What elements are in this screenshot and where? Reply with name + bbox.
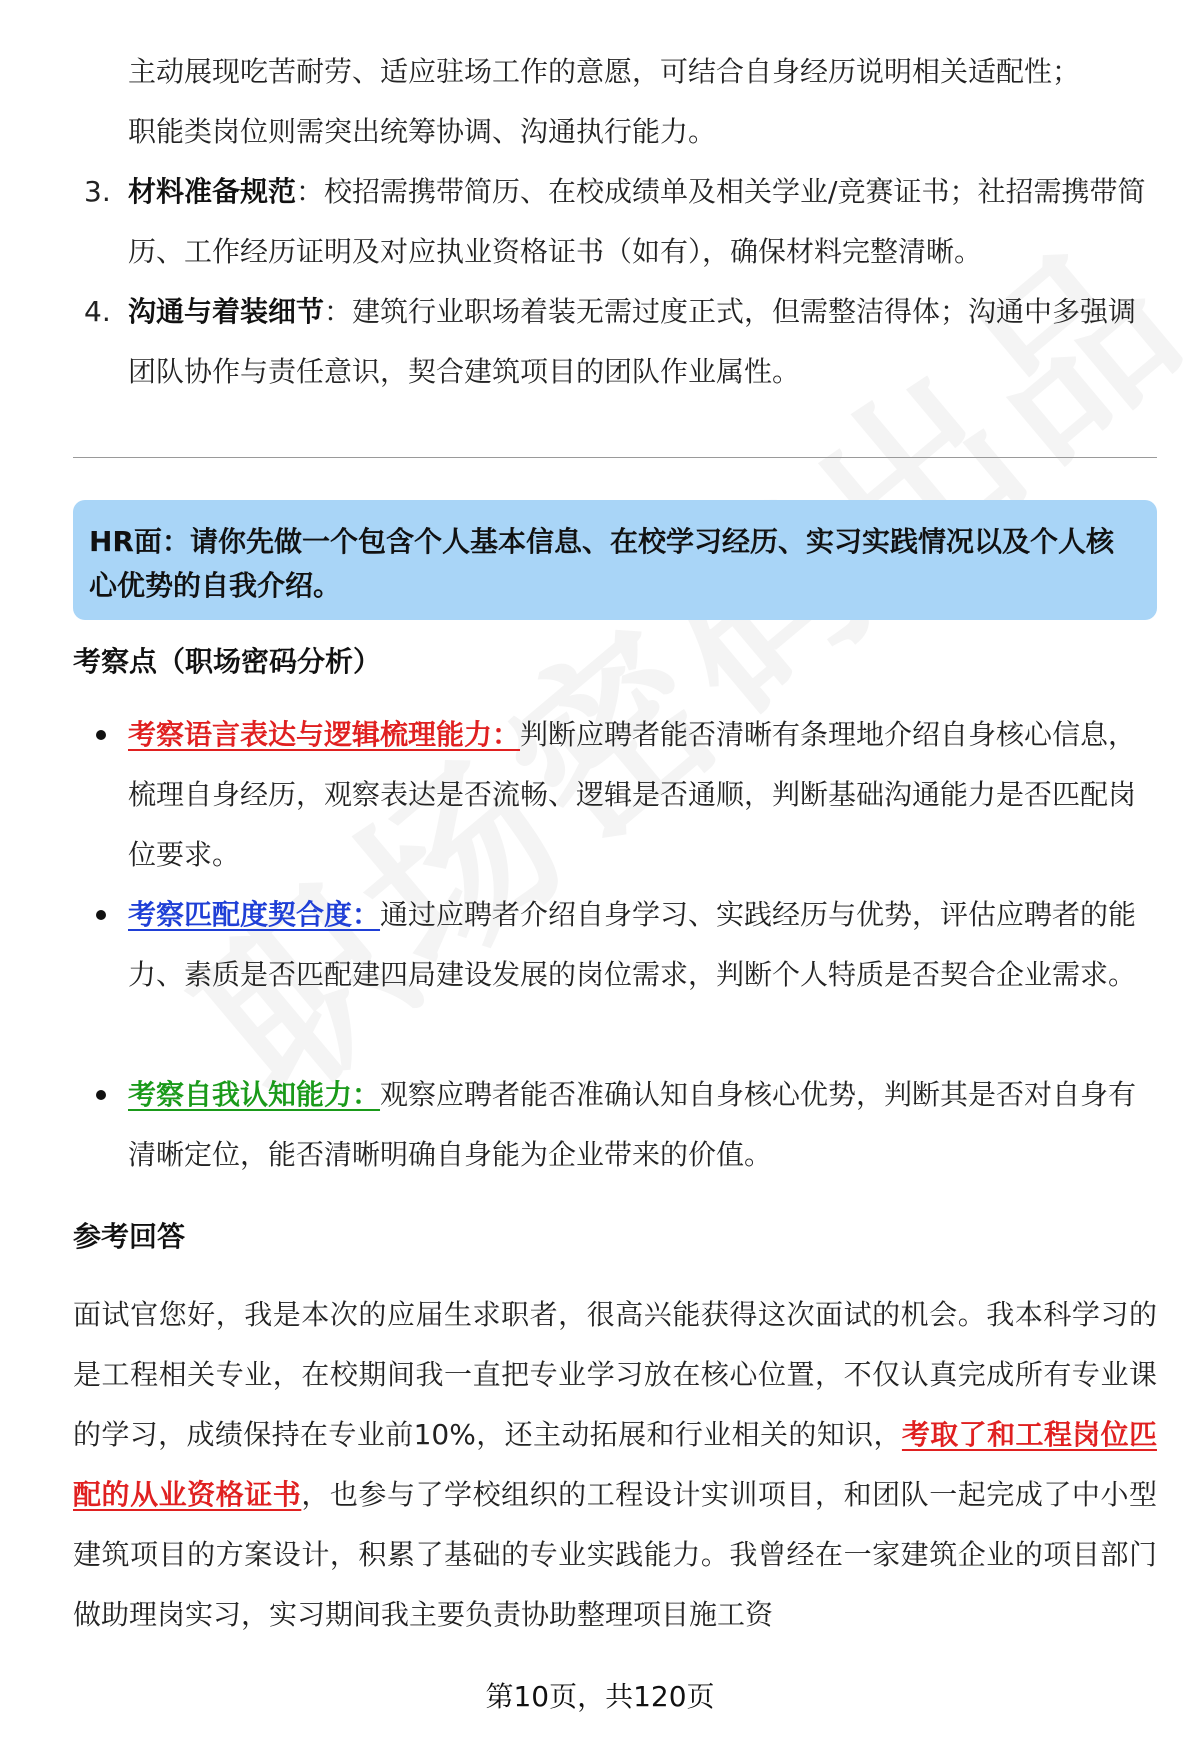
exam-point-label: 考察自我认知能力： <box>128 1078 381 1111</box>
tip-item-3 <box>84 162 1158 282</box>
exam-point-text: 观察应聘者能否准确认知自身核心优势，判断其是否对自身有清晰定位，能否清晰明确自身能为企业带来的价值。 <box>128 1078 1137 1171</box>
answer-paragraph <box>73 1285 1157 1645</box>
tip-text: ：建筑行业职场着装无需过度正式，但需整洁得体；沟通中多强调团队协作与责任意识，契合建筑项目的团队作业属性。 <box>128 295 1137 388</box>
page-number: 第10页，共120页 <box>485 1680 715 1713</box>
continuation-text <box>128 42 1158 162</box>
answer-highlight: 考取了和工程岗位匹配的从业资格证书 <box>73 1418 1157 1511</box>
answer-text-after: ，也参与了学校组织的工程设计实训项目，和团队一起完成了中小型建筑项目的方案设计，积累了基础的专业实践能力。我曾经在一家建筑企业的项目部门做助理岗实习，实习期间我主要负责协助整理项目施工资 <box>73 1478 1157 1631</box>
section-divider <box>73 457 1157 458</box>
tip-title: 材料准备规范 <box>128 175 297 208</box>
exam-point-item <box>96 1065 1158 1185</box>
exam-point-item <box>96 885 1158 1005</box>
tip-number: 4. <box>84 295 111 328</box>
tip-number: 3. <box>84 175 111 208</box>
question-box: HR面：请你先做一个包含个人基本信息、在校学习经历、实习实践情况以及个人核心优势的自我介绍。 <box>73 500 1157 620</box>
continuation-line-1: 主动展现吃苦耐劳、适应驻场工作的意愿，可结合自身经历说明相关适配性； <box>128 55 1081 88</box>
answer-text-before: 面试官您好，我是本次的应届生求职者，很高兴能获得这次面试的机会。我本科学习的是工程相关专业，在校期间我一直把专业学习放在核心位置，不仅认真完成所有专业课的学习，成绩保持在专业前10%，还主动拓展和行业相关的知识， <box>73 1298 1157 1451</box>
answer-heading: 参考回答 <box>73 1220 186 1253</box>
exam-points-heading: 考察点（职场密码分析） <box>73 645 382 678</box>
exam-point-label: 考察语言表达与逻辑梳理能力： <box>128 718 521 751</box>
bullet-dot-icon <box>96 730 106 740</box>
exam-point-text: 判断应聘者能否清晰有条理地介绍自身核心信息，梳理自身经历，观察表达是否流畅、逻辑是否通顺，判断基础沟通能力是否匹配岗位要求。 <box>128 718 1137 871</box>
bullet-dot-icon <box>96 910 106 920</box>
tip-text: ：校招需携带简历、在校成绩单及相关学业/竞赛证书；社招需携带简历、工作经历证明及对应执业资格证书（如有），确保材料完整清晰。 <box>128 175 1146 268</box>
exam-point-item <box>96 705 1158 885</box>
tip-item-4 <box>84 282 1158 402</box>
bullet-dot-icon <box>96 1090 106 1100</box>
exam-point-text: 通过应聘者介绍自身学习、实践经历与优势，评估应聘者的能力、素质是否匹配建四局建设发展的岗位需求，判断个人特质是否契合企业需求。 <box>128 898 1137 991</box>
exam-point-label: 考察匹配度契合度： <box>128 898 381 931</box>
tip-title: 沟通与着装细节 <box>128 295 325 328</box>
continuation-line-2: 职能类岗位则需突出统筹协调、沟通执行能力。 <box>128 115 717 148</box>
